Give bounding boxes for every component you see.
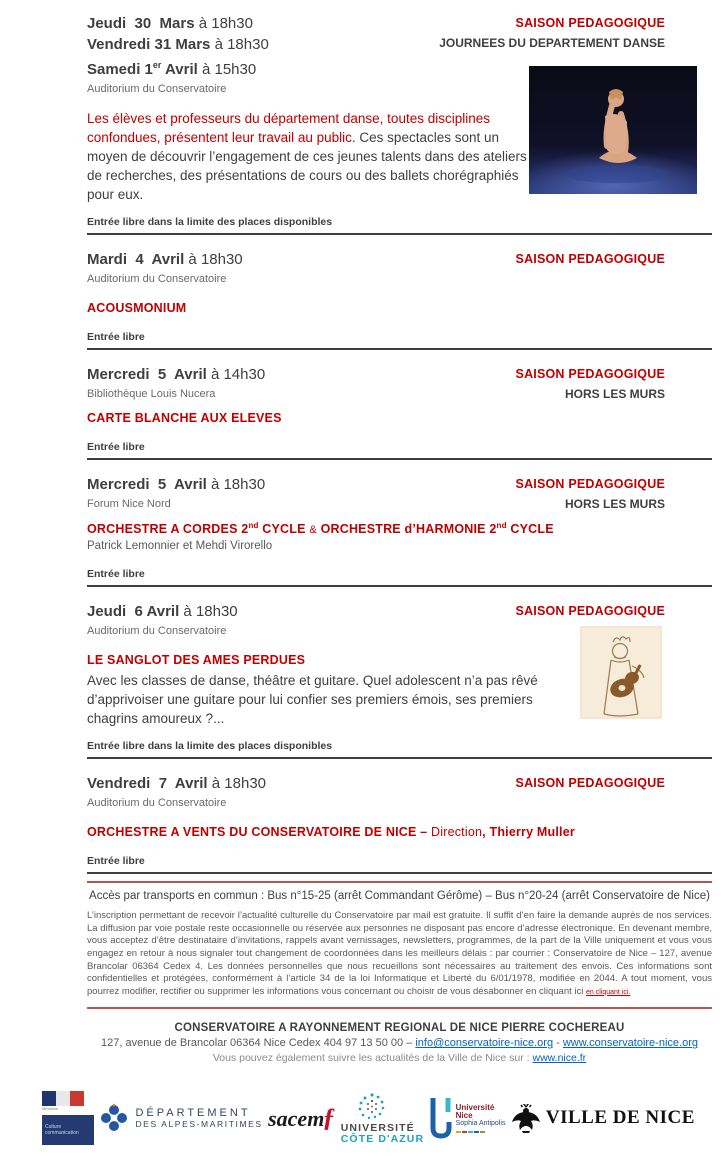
sacem-f-icon: ƒ <box>322 1103 336 1133</box>
ministere-culture-logo <box>42 1091 94 1145</box>
event-venue: Auditorium du Conservatoire <box>87 625 227 638</box>
event-title: ACOUSMONIUM <box>87 301 187 315</box>
event-series-label: JOURNEES DU DEPARTEMENT DANSE <box>439 36 665 50</box>
email-link[interactable]: info@conservatoire-nice.org <box>415 1037 554 1050</box>
event-series-label: HORS LES MURS <box>564 387 665 401</box>
departement-line1: DÉPARTEMENT <box>135 1107 251 1120</box>
follow-line: Vous pouvez également suivre les actualités de la Ville de Nice sur : www.nice.fr <box>212 1052 587 1065</box>
event-orchestres-2nd-cycle <box>87 474 712 587</box>
unsubscribe-link[interactable]: en cliquant ici. <box>586 988 631 996</box>
date-line: Jeudi 30 Mars à 18h30 <box>87 15 253 32</box>
dancer-photo <box>529 66 697 194</box>
nice-wordmark: VILLE DE NICE <box>545 1107 695 1129</box>
entry-rule <box>87 212 712 235</box>
departement-rosette-icon <box>99 1103 129 1133</box>
culture-communication-box: Culture communication <box>42 1115 94 1145</box>
date-line: Vendredi 31 Mars à 18h30 <box>87 36 269 53</box>
season-label: SAISON PEDAGOGIQUE <box>515 252 665 266</box>
unsa-color-bar <box>456 1131 506 1133</box>
address-line: 127, avenue de Brancolar 06364 Nice Cedex 404 97 13 50 00 – info@conservatoire-nice.org - www.conservatoire-nice.org <box>101 1037 698 1050</box>
date-line: Vendredi 7 Avril à 18h30 <box>87 775 266 793</box>
date-line: Mardi 4 Avril à 18h30 <box>87 251 243 268</box>
entry-label: Entrée libre <box>87 855 145 868</box>
universite-nice-sophia-antipolis-logo <box>430 1096 506 1140</box>
date-line: Mercredi 5 Avril à 18h30 <box>87 476 266 493</box>
website-link[interactable]: www.conservatoire-nice.org <box>562 1037 698 1050</box>
event-dates <box>87 13 269 95</box>
unsa-line2: Nice <box>455 1110 473 1120</box>
uca-dots-icon <box>355 1091 389 1123</box>
nice-website-link[interactable]: www.nice.fr <box>532 1052 587 1065</box>
event-title: CARTE BLANCHE AUX ELEVES <box>87 411 282 425</box>
red-divider <box>87 881 712 883</box>
unsa-u-icon <box>430 1096 452 1140</box>
entry-label: Entrée libre <box>87 441 145 453</box>
unsa-line3: Sophia Antipolis <box>455 1119 506 1127</box>
french-flag-icon <box>42 1091 84 1106</box>
event-title: ORCHESTRE A VENTS DU CONSERVATOIRE DE NICE – Direction, Thierry Muller <box>87 825 575 840</box>
event-title: LE SANGLOT DES AMES PERDUES <box>87 653 306 668</box>
event-acousmonium <box>87 249 712 350</box>
entry-rule <box>87 437 712 460</box>
partner-logos <box>42 1080 695 1156</box>
event-series-label: HORS LES MURS <box>564 497 665 511</box>
event-carte-blanche <box>87 364 712 460</box>
event-sanglot-ames-perdues <box>87 601 712 759</box>
entry-rule <box>87 327 712 350</box>
season-label: SAISON PEDAGOGIQUE <box>515 367 665 381</box>
nice-eagle-icon <box>511 1102 541 1134</box>
entry-label: Entrée libre dans la limite des places disponibles <box>87 216 333 228</box>
event-description: Avec les classes de danse, théâtre et guitare. Quel adolescent n’a pas rêvé d’apprivoiser une guitare pour lui confier ses premiers émois, ses premiers chagrins amoureux ?... <box>87 673 538 727</box>
season-label: SAISON PEDAGOGIQUE <box>515 604 665 619</box>
date-line: Mercredi 5 Avril à 14h30 <box>87 366 266 383</box>
event-venue: Auditorium du Conservatoire <box>87 273 227 285</box>
entry-label: Entrée libre <box>87 568 145 581</box>
ministry-caption: Ministère <box>42 1106 59 1112</box>
ville-de-nice-logo <box>511 1102 695 1134</box>
universite-cote-azur-logo <box>341 1091 424 1145</box>
entry-rule <box>87 736 712 759</box>
season-label: SAISON PEDAGOGIQUE <box>515 776 665 791</box>
guitarist-sketch <box>580 626 662 719</box>
event-journees-danse <box>87 13 712 235</box>
date-line: Jeudi 6 Avril à 18h30 <box>87 603 238 621</box>
entry-rule <box>87 564 712 587</box>
sacem-logo: sacemƒ <box>268 1103 336 1133</box>
event-venue: Auditorium du Conservatoire <box>87 83 227 95</box>
event-orchestre-a-vents <box>87 773 712 874</box>
entry-label: Entrée libre <box>87 331 145 343</box>
transport-info: Accès par transports en commun : Bus n°15-25 (arrêt Commandant Gérôme) – Bus n°20-24 (arrêt Conservatoire de Nice) <box>89 890 710 903</box>
entry-label: Entrée libre dans la limite des places disponibles <box>87 740 333 753</box>
event-title: ORCHESTRE A CORDES 2nd CYCLE & ORCHESTRE d’HARMONIE 2nd CYCLE <box>87 521 554 537</box>
red-divider <box>87 1007 712 1009</box>
uca-line2: CÔTE D'AZUR <box>340 1133 425 1146</box>
page-content <box>87 0 712 1064</box>
event-venue: Bibliothèque Louis Nucera <box>87 388 216 400</box>
event-venue: Forum Nice Nord <box>87 498 171 510</box>
event-venue: Auditorium du Conservatoire <box>87 797 227 810</box>
organization-name: CONSERVATOIRE A RAYONNEMENT REGIONAL DE NICE PIERRE COCHEREAU <box>174 1022 625 1035</box>
departement-alpes-maritimes-logo <box>99 1103 262 1133</box>
entry-rule <box>87 851 712 874</box>
departement-line2: DES ALPES-MARITIMES <box>135 1119 263 1130</box>
event-description: Les élèves et professeurs du département danse, toutes disciplines confondues, présentent leur travail au public. Ces spectacles sont un moyen de découvrir l’engagement de ces jeunes talents dans des ateliers de recherches, des présentations de cours ou des ballets chorégraphiés pour eux. <box>87 111 527 202</box>
event-performers: Patrick Lemonnier et Mehdi Virorello <box>87 540 273 553</box>
season-label: SAISON PEDAGOGIQUE <box>515 477 665 491</box>
legal-text: L’inscription permettant de recevoir l’actualité culturelle du Conservatoire par mail est gratuite. Il suffit d’en faire la demande auprès de nos services. La diffusion par voie postale reste occasionnelle ou réservée aux personnes ne disposant pas encore d’adresse électronique. En devenant membre, vous acceptez d’être destinataire d’invitations, rappels avant vernissages, newsletters, programmes, de la part de la Ville uniquement et vous vous engagez en retour à nous signaler tout changement de coordonnées dans les meilleurs délais : par courrier : Conservatoire de Nice – 127, avenue Brancolar 06364 Cedex 4. Les données personnelles que nous recueillons sont nécessaires au traitement des envois. Ces informations sont confidentielles et protégées, conformément à l’article 34 de la loi Informatique et Liberté du 6/01/1978, modifiée en 2044. A tout moment, vous pourrez modifier, rectifier ou supprimer les informations vous concernant ou choisir de vous désabonner en cliquant ici en cliquant ici. <box>87 910 712 997</box>
uca-line1: UNIVERSITÉ <box>340 1122 415 1135</box>
date-line: Samedi 1er Avril à 15h30 <box>87 60 257 78</box>
unsa-line1: Université <box>455 1102 495 1112</box>
season-label: SAISON PEDAGOGIQUE <box>515 16 665 30</box>
